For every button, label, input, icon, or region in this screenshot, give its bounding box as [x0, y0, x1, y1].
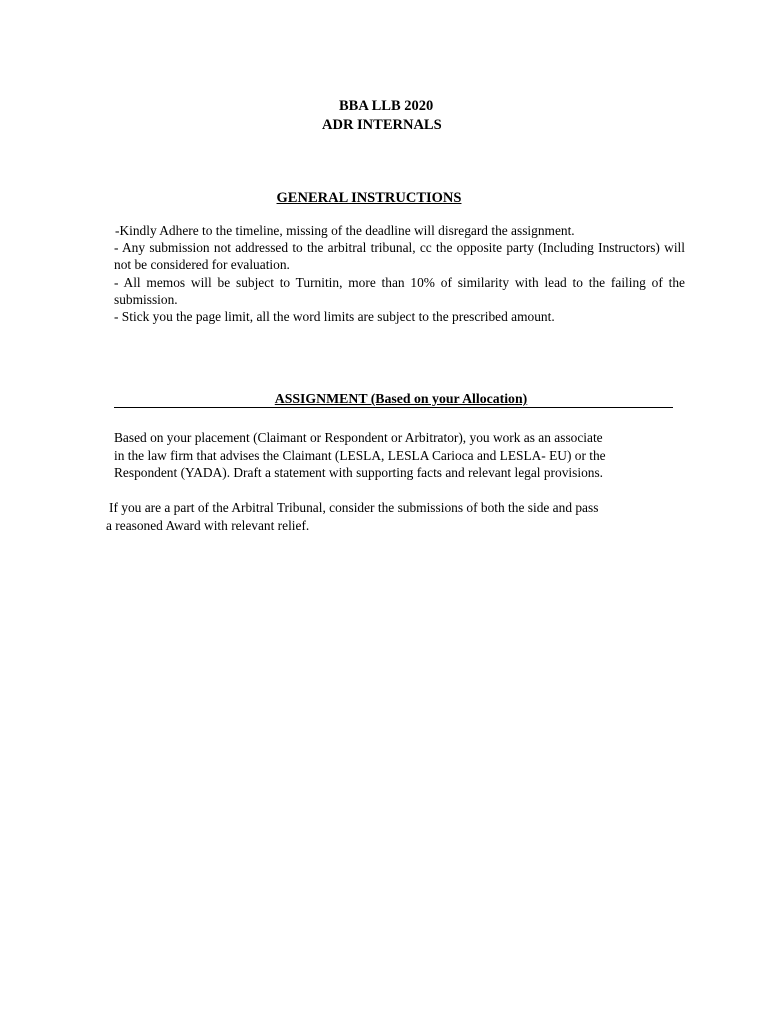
assignment-paragraph [114, 429, 680, 482]
title-course: BBA LLB 2020 [339, 98, 434, 114]
instruction-item: - All memos will be subject to Turnitin, more than 10% of similarity with lead to the failing of the submission. [114, 274, 685, 307]
general-instructions-heading [0, 189, 768, 208]
title-subject: ADR INTERNALS [322, 117, 442, 133]
assignment-heading-text: ASSIGNMENT (Based on your Allocation) [274, 391, 528, 406]
tribunal-paragraph-line: a reasoned Award with relevant relief. [106, 517, 310, 533]
assignment-paragraph-line: Based on your placement (Claimant or Respondent or Arbitrator), you work as an associate [114, 430, 603, 445]
instruction-item: - Any submission not addressed to the arbitral tribunal, cc the opposite party (Including Instructors) will not be considered for evaluation. [114, 240, 685, 273]
tribunal-paragraph-line: If you are a part of the Arbitral Tribunal, consider the submissions of both the side and pass [109, 500, 599, 515]
instruction-item: -Kindly Adhere to the timeline, missing of the deadline will disregard the assignment. [115, 223, 575, 238]
instructions-list [114, 222, 685, 325]
instruction-item: - Stick you the page limit, all the word limits are subject to the prescribed amount. [114, 309, 555, 325]
assignment-paragraph-line: in the law firm that advises the Claimant (LESLA, LESLA Carioca and LESLA- EU) or the [114, 447, 606, 463]
assignment-paragraph-line: Respondent (YADA). Draft a statement with supporting facts and relevant legal provisions. [114, 465, 604, 481]
tribunal-paragraph [106, 499, 688, 534]
assignment-heading [0, 390, 768, 408]
general-instructions-heading-text: GENERAL INSTRUCTIONS [276, 190, 462, 206]
